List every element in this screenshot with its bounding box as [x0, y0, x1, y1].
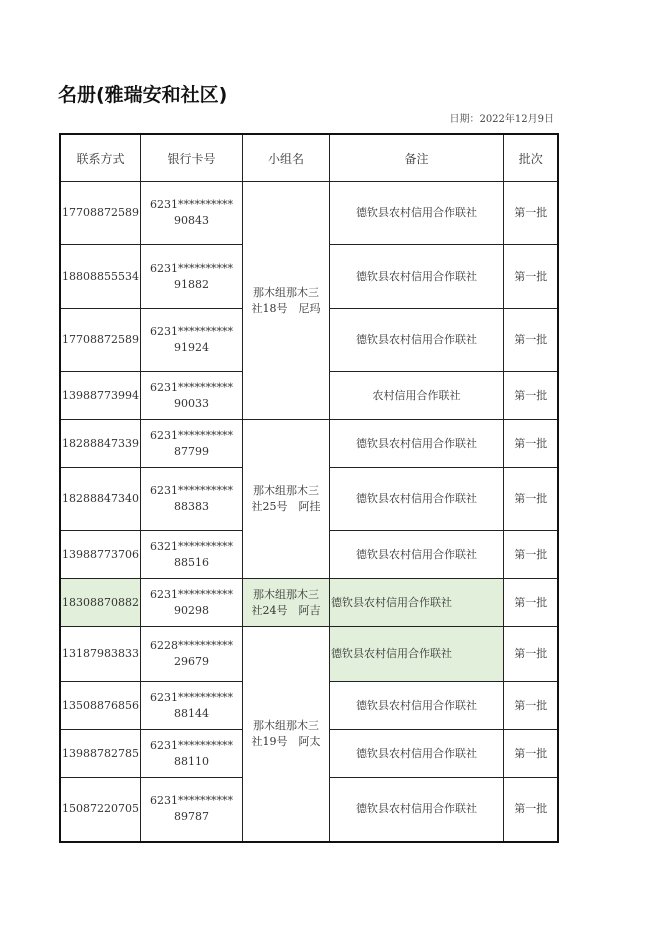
card-suffix: 90843: [173, 214, 209, 227]
phone-text: 13988773994: [62, 388, 139, 402]
card-prefix: 6231**********: [149, 261, 233, 275]
group-cell: [242, 579, 329, 627]
date-label: 日期：2022年12月9日: [449, 114, 554, 125]
table-row: [60, 420, 558, 468]
note-text: 德钦县农村信用合作联社: [330, 595, 452, 609]
note-cell: [329, 627, 503, 682]
batch-cell: [503, 372, 558, 420]
card-cell: [140, 372, 242, 420]
note-text: 德钦县农村信用合作联社: [355, 492, 477, 505]
phone-cell: [60, 420, 140, 468]
group-line1: 那木组那木三: [252, 285, 319, 299]
batch-text: 第一批: [514, 802, 548, 816]
note-cell: [329, 531, 503, 579]
card-cell: [140, 468, 242, 531]
card-cell: [140, 778, 242, 842]
group-line2: 社19号 阿太: [251, 734, 321, 748]
batch-text: 第一批: [514, 388, 548, 402]
note-cell: [329, 309, 503, 372]
note-text: 德钦县农村信用合作联社: [355, 547, 477, 561]
batch-cell: [503, 730, 558, 778]
note-cell: [329, 682, 503, 730]
card-prefix: 6231**********: [149, 198, 233, 211]
phone-text: 18288847339: [62, 436, 139, 450]
card-prefix: 6231**********: [149, 380, 233, 394]
note-text: 德钦县农村信用合作联社: [355, 206, 477, 219]
group-cell: [242, 627, 329, 842]
card-prefix: 6321**********: [149, 539, 233, 553]
group-line2: 社24号 阿吉: [251, 603, 321, 617]
phone-cell: [60, 531, 140, 579]
card-cell: [140, 627, 242, 682]
phone-text: 17708872589: [62, 333, 139, 346]
note-text: 德钦县农村信用合作联社: [355, 269, 477, 283]
phone-text: 13187983833: [62, 647, 139, 660]
note-cell: [329, 245, 503, 309]
group-line2: 社25号 阿挂: [251, 500, 321, 513]
phone-text: 13988773706: [62, 547, 139, 561]
card-prefix: 6231**********: [149, 484, 233, 497]
header-phone: 联系方式: [60, 134, 140, 182]
phone-text: 13988782785: [62, 746, 139, 760]
phone-cell: [60, 245, 140, 309]
phone-cell: [60, 682, 140, 730]
phone-cell: [60, 730, 140, 778]
table-row: [60, 627, 558, 682]
batch-cell: [503, 682, 558, 730]
phone-cell: [60, 372, 140, 420]
card-prefix: 6231**********: [149, 738, 233, 752]
batch-cell: [503, 778, 558, 842]
card-prefix: 6231**********: [149, 690, 233, 704]
card-suffix: 88110: [173, 754, 209, 768]
note-text: 农村信用合作联社: [372, 388, 461, 402]
batch-text: 第一批: [514, 547, 548, 561]
phone-text: 17708872589: [62, 206, 139, 219]
card-cell: [140, 579, 242, 627]
batch-text: 第一批: [514, 647, 548, 660]
header-row: [60, 134, 558, 182]
note-cell: [329, 372, 503, 420]
batch-text: 第一批: [514, 492, 548, 505]
group-cell: [242, 182, 329, 420]
group-line1: 那木组那木三: [252, 484, 319, 497]
note-text: 德钦县农村信用合作联社: [355, 333, 477, 346]
batch-cell: [503, 579, 558, 627]
note-cell: [329, 579, 503, 627]
card-suffix: 90298: [173, 603, 209, 617]
card-suffix: 89787: [173, 810, 209, 824]
card-cell: [140, 309, 242, 372]
note-text: 德钦县农村信用合作联社: [355, 746, 477, 760]
batch-cell: [503, 420, 558, 468]
batch-cell: [503, 468, 558, 531]
group-line1: 那木组那木三: [252, 718, 319, 732]
card-cell: [140, 682, 242, 730]
batch-text: 第一批: [514, 206, 548, 219]
card-prefix: 6228**********: [149, 639, 233, 652]
note-cell: [329, 730, 503, 778]
phone-cell: [60, 468, 140, 531]
phone-text: 18288847340: [62, 492, 139, 505]
table-row: [60, 579, 558, 627]
card-prefix: 6231**********: [149, 794, 233, 808]
note-cell: [329, 468, 503, 531]
page-title: 名册(雅瑞安和社区): [58, 84, 228, 106]
card-suffix: 87799: [173, 444, 209, 458]
roster-table: [59, 133, 559, 843]
card-suffix: 88516: [173, 555, 209, 569]
note-cell: [329, 420, 503, 468]
group-cell: [242, 420, 329, 579]
phone-cell: [60, 309, 140, 372]
card-suffix: 91882: [173, 277, 209, 291]
phone-cell: [60, 579, 140, 627]
header-note: 备注: [329, 134, 503, 182]
card-suffix: 88383: [173, 500, 209, 513]
card-prefix: 6231**********: [149, 325, 233, 338]
card-cell: [140, 730, 242, 778]
card-cell: [140, 245, 242, 309]
batch-text: 第一批: [514, 595, 548, 609]
header-batch: 批次: [503, 134, 558, 182]
card-suffix: 91924: [173, 341, 209, 354]
card-prefix: 6231**********: [149, 428, 233, 442]
batch-cell: [503, 182, 558, 245]
batch-text: 第一批: [514, 746, 548, 760]
card-suffix: 29679: [173, 655, 209, 668]
batch-cell: [503, 531, 558, 579]
batch-cell: [503, 627, 558, 682]
note-cell: [329, 778, 503, 842]
batch-cell: [503, 245, 558, 309]
note-text: 德钦县农村信用合作联社: [330, 647, 452, 660]
header-card: 银行卡号: [140, 134, 242, 182]
group-line2: 社18号 尼玛: [251, 301, 321, 315]
card-suffix: 88144: [173, 706, 209, 720]
header-group: 小组名: [242, 134, 329, 182]
batch-text: 第一批: [514, 436, 548, 450]
card-cell: [140, 182, 242, 245]
note-text: 德钦县农村信用合作联社: [355, 698, 477, 712]
table-row: [60, 182, 558, 245]
phone-cell: [60, 627, 140, 682]
note-text: 德钦县农村信用合作联社: [355, 802, 477, 816]
phone-text: 18808855534: [62, 269, 139, 283]
batch-text: 第一批: [514, 698, 548, 712]
phone-text: 13508876856: [62, 698, 139, 712]
batch-cell: [503, 309, 558, 372]
card-suffix: 90033: [173, 396, 209, 410]
note-cell: [329, 182, 503, 245]
note-text: 德钦县农村信用合作联社: [355, 436, 477, 450]
phone-text: 15087220705: [62, 802, 139, 816]
group-line1: 那木组那木三: [252, 587, 319, 601]
card-prefix: 6231**********: [149, 587, 233, 601]
phone-cell: [60, 778, 140, 842]
phone-text: 18308870882: [62, 595, 139, 609]
phone-cell: [60, 182, 140, 245]
batch-text: 第一批: [514, 333, 548, 346]
card-cell: [140, 531, 242, 579]
card-cell: [140, 420, 242, 468]
batch-text: 第一批: [514, 269, 548, 283]
